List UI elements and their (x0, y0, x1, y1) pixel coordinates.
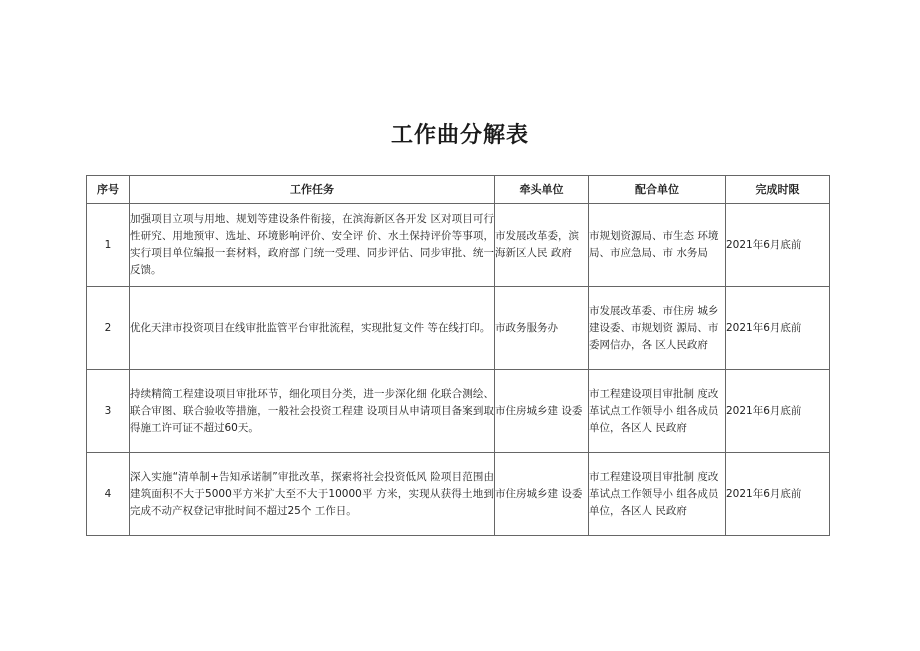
table-row (87, 287, 830, 370)
row-cooperating-unit: 市工程建设项目审批制 度改革试点工作领导小 组各成员单位，各区人 民政府 (589, 370, 726, 453)
row-deadline: 2021年6月底前 (726, 453, 830, 536)
row-task: 优化天津市投资项目在线审批监管平台审批流程，实现批复文件 等在线打印。 (130, 287, 495, 370)
row-task: 加强项目立项与用地、规划等建设条件衔接，在滨海新区各开发 区对项目可行性研究、用地预审、选址、环境影响评价、安全评 价、水土保持评价等事项，实行项目单位编报一套材料，政府部 门统一受理、同步评估、同步审批、统一反馈。 (130, 204, 495, 287)
header-number: 序号 (87, 176, 130, 204)
task-table (86, 175, 830, 536)
row-lead-unit: 市政务服务办 (495, 287, 589, 370)
header-cooperating-unit: 配合单位 (589, 176, 726, 204)
row-number: 4 (87, 453, 130, 536)
row-cooperating-unit: 市规划资源局、市生态 环境局、市应急局、市 水务局 (589, 204, 726, 287)
table-row (87, 370, 830, 453)
row-cooperating-unit: 市发展改革委、市住房 城乡建设委、市规划资 源局、市委网信办，各 区人民政府 (589, 287, 726, 370)
page-title: 工作曲分解表 (390, 123, 529, 148)
row-lead-unit: 市住房城乡建 设委 (495, 370, 589, 453)
table-row (87, 453, 830, 536)
row-number: 2 (87, 287, 130, 370)
row-number: 3 (87, 370, 130, 453)
row-deadline: 2021年6月底前 (726, 370, 830, 453)
row-lead-unit: 市住房城乡建 设委 (495, 453, 589, 536)
row-task: 持续精简工程建设项目审批环节，细化项目分类，进一步深化细 化联合测绘、联合审图、联合验收等措施，一般社会投资工程建 设项目从申请项目备案到取得施工许可证不超过60天。 (130, 370, 495, 453)
row-lead-unit: 市发展改革委，滨海新区人民 政府 (495, 204, 589, 287)
table-row (87, 204, 830, 287)
row-deadline: 2021年6月底前 (726, 204, 830, 287)
header-lead-unit: 牵头单位 (495, 176, 589, 204)
row-cooperating-unit: 市工程建设项目审批制 度改革试点工作领导小 组各成员单位，各区人 民政府 (589, 453, 726, 536)
header-deadline: 完成时限 (726, 176, 830, 204)
row-task: 深入实施“清单制+告知承诺制”审批改革，探索将社会投资低风 险项目范围由建筑面积不大于5000平方米扩大至不大于10000平 方米，实现从获得土地到完成不动产权登记审批时间不超过25个 工作日。 (130, 453, 495, 536)
row-deadline: 2021年6月底前 (726, 287, 830, 370)
row-number: 1 (87, 204, 130, 287)
header-task: 工作任务 (130, 176, 495, 204)
table-header-row (87, 176, 830, 204)
